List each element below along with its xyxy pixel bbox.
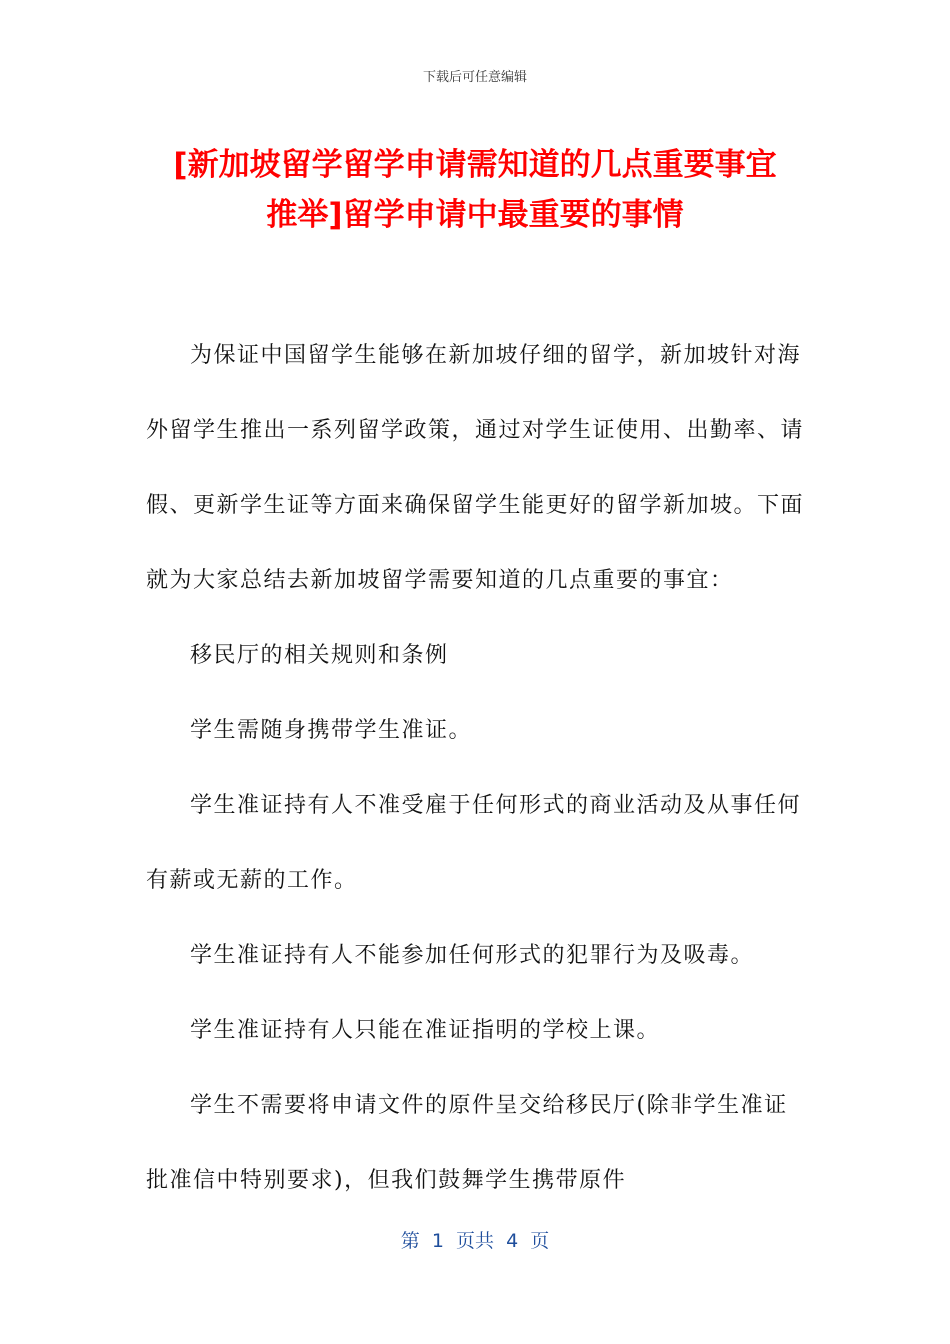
body-paragraph: 学生不需要将申请文件的原件呈交给移民厅(除非学生准证批准信中特别要求)，但我们鼓舞学生携带原件 bbox=[146, 1093, 788, 1193]
page-number-footer: 第 1 页共 4 页 bbox=[400, 1230, 550, 1252]
document-body bbox=[146, 318, 808, 1218]
body-paragraph: 学生准证持有人不准受雇于任何形式的商业活动及从事任何有薪或无薪的工作。 bbox=[146, 793, 802, 893]
document-title bbox=[120, 140, 830, 240]
body-paragraph: 学生准证持有人不能参加任何形式的犯罪行为及吸毒。 bbox=[190, 943, 755, 968]
download-note: 下载后可任意编辑 bbox=[422, 70, 527, 85]
body-paragraph: 为保证中国留学生能够在新加坡仔细的留学，新加坡针对海外留学生推出一系列留学政策，通过对学生证使用、出勤率、请假、更新学生证等方面来确保留学生能更好的留学新加坡。下面就为大家总结去新加坡留学需要知道的几点重要的事宜： bbox=[146, 343, 805, 593]
title-line-1: [新加坡留学留学申请需知道的几点重要事宜 bbox=[173, 147, 777, 183]
body-paragraph: 学生需随身携带学生准证。 bbox=[190, 718, 473, 743]
body-paragraph: 学生准证持有人只能在准证指明的学校上课。 bbox=[190, 1018, 661, 1043]
body-paragraph: 移民厅的相关规则和条例 bbox=[190, 643, 449, 668]
title-line-2: 推举]留学申请中最重要的事情 bbox=[266, 197, 684, 233]
